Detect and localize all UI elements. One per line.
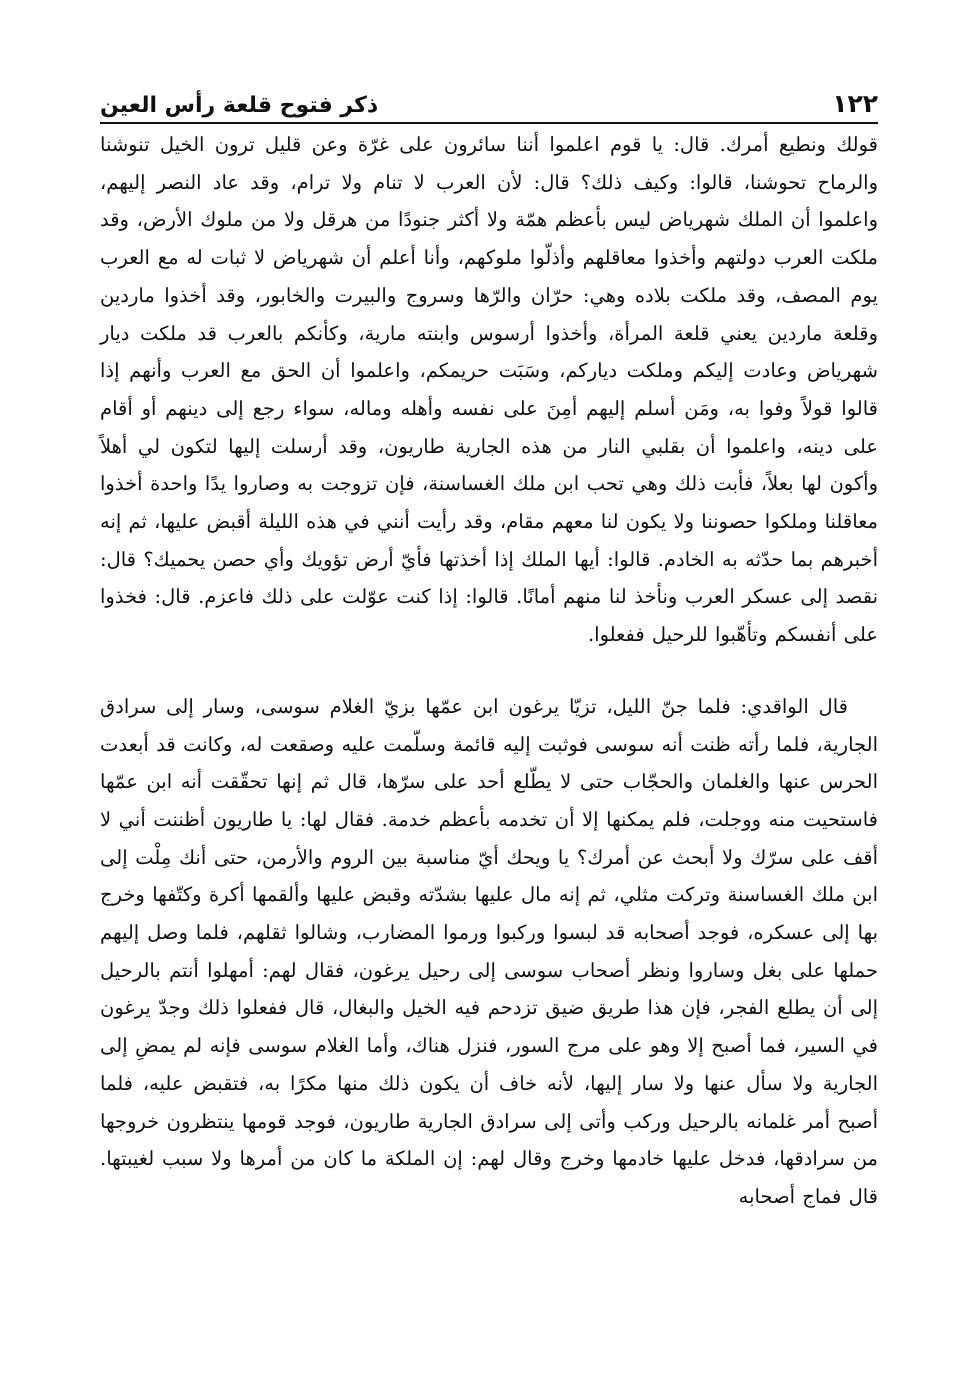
page-header bbox=[100, 78, 878, 124]
paragraph-spacer bbox=[100, 654, 878, 688]
paragraph: قولك ونطيع أمرك. قال: يا قوم اعلموا أننا سائرون على غرّة وعن قليل ترون الخيل تنوشنا والرماح تحوشنا، قالوا: وكيف ذلك؟ قال: لأن العرب لا تنام ولا ترام، وقد عاد النصر إليهم، واعلموا أن الملك شهرياض ليس بأعظم همّة ولا أكثر جنودًا من هرقل ولا من ملوك الأرض، وقد ملكت العرب دولتهم وأخذوا معاقلهم وأذلّوا ملوكهم، وأنا أعلم أن شهرياض لا ثبات له مع العرب يوم المصف، وقد ملكت بلاده وهي: حرّان والرّها وسروج والبيرت والخابور، وقد أخذوا ماردين وقلعة ماردين يعني قلعة المرأة، وأخذوا أرسوس وابنته مارية، وكأنكم بالعرب قد ملكت ديار شهرياض وعادت إليكم وملكت دياركم، وسَبَت حريمكم، واعلموا أن الحق مع العرب وأنهم إذا قالوا قولاً وفوا به، ومَن أسلم إليهم أمِنَ على نفسه وأهله وماله، سواء رجع إلى دينهم أو أقام على دينه، واعلموا أن بقلبي النار من هذه الجارية طاريون، وقد أرسلت إليها لتكون لي أهلاً وأكون لها بعلاً، فأبت ذلك وهي تحب ابن ملك الغساسنة، فإن تزوجت به وصاروا يدًا واحدة أخذوا معاقلنا وملكوا حصوننا ولا يكون لنا معهم مقام، وقد رأيت أنني في هذه الليلة أقبض عليها، ثم إنه أخبرهم بما حدّثه به الخادم. قالوا: أيها الملك إذا أخذتها فأيّ أرض تؤويك وأي حصن يحميك؟ قال: نقصد إلى عسكر العرب ونأخذ لنا منهم أمانًا. قالوا: إذا كنت عوّلت على ذلك فاعزم. قال: فخذوا على أنفسكم وتأهّبوا للرحيل ففعلوا. bbox=[100, 133, 878, 647]
running-title: ذكر فتوح قلعة رأس العين bbox=[100, 93, 379, 118]
body-text bbox=[100, 126, 878, 1216]
page-number: ١٢٢ bbox=[832, 89, 878, 118]
paragraph: قال الواقدي: فلما جنّ الليل، تزيّا يرغون ابن عمّها بزيّ الغلام سوسى، وسار إلى سرادق الجارية، فلما رأته ظنت أنه سوسى فوثبت إليه قائمة وسلّمت عليه وصقعت له، وكانت قد أبعدت الحرس عنها والغلمان والحجّاب حتى لا يطّلع أحد على سرّها، قال ثم إنها تحقّقت أنه ابن عمّها فاستحيت منه ووجلت، فلم يمكنها إلا أن تخدمه بأعظم خدمة. فقال لها: يا طاريون أظننت أني لا أقف على سرّك ولا أبحث عن أمرك؟ يا ويحك أيّ مناسبة بين الروم والأرمن، حتى أنك مِلْت إلى ابن ملك الغساسنة وتركت مثلي، ثم إنه مال عليها بشدّته وقبض عليها وألقمها أكرة وكتّفها وخرج بها إلى عسكره، فوجد أصحابه قد لبسوا وركبوا ورموا المضارب، وشالوا ثقلهم، فلما وصل إليهم حملها على بغل وساروا ونظر أصحاب سوسى إلى رحيل يرغون، فقال لهم: أمهلوا أنتم بالرحيل إلى أن يطلع الفجر، فإن هذا طريق ضيق تزدحم فيه الخيل والبغال، قال ففعلوا ذلك وجدّ يرغون في السير، فما أصبح إلا وهو على مرج السور، فنزل هناك، وأما الغلام سوسى فإنه لم يمضِ إلى الجارية ولا سأل عنها ولا سار إليها، لأنه خاف أن يكون ذلك منها مكرًا به، فتقبض عليه، فلما أصبح أمر غلمانه بالرحيل وركب وأتى إلى سرادق الجارية طاريون، فوجد قومها ينتظرون خروجها من سرادقها، فدخل عليها خادمها وخرج وقال لهم: إن الملكة ما كان من أمرها ولا سبب لغيبتها. قال فماج أصحابه bbox=[100, 694, 878, 1208]
